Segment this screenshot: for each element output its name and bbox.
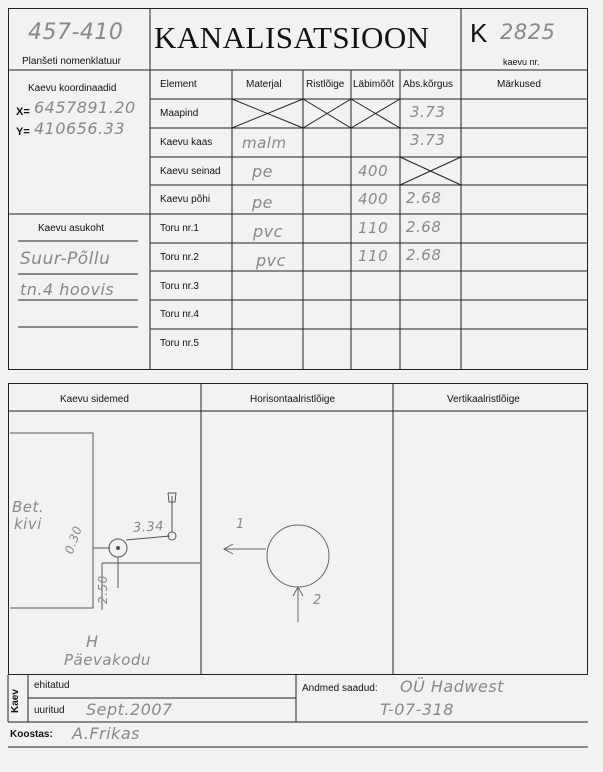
surveyed-label: uuritud — [34, 705, 65, 716]
col-header-remarks: Märkused — [497, 79, 541, 90]
page-title: KANALISATSIOON — [154, 20, 430, 55]
sketch-pipe-2: 2 — [313, 593, 322, 608]
well-prefix: K — [470, 18, 488, 48]
sketch-wall-label-1: Bet. — [12, 498, 45, 516]
built-label: ehitatud — [34, 680, 70, 691]
surveyed-value: Sept.2007 — [86, 700, 173, 719]
row-material: pvc — [253, 222, 283, 241]
data-source-label: Andmed saadud: — [302, 683, 378, 694]
row-material: pe — [252, 193, 273, 212]
coords-y-value: 410656.33 — [34, 119, 126, 138]
row-material: malm — [242, 134, 287, 152]
sketch-wall-label-2: kivi — [14, 515, 42, 533]
row-element: Toru nr.4 — [160, 309, 199, 320]
row-material: pvc — [256, 251, 286, 270]
row-height: 2.68 — [406, 189, 442, 207]
sketch-pipe-1: 1 — [236, 517, 245, 532]
sketch-building-letter: H — [86, 632, 99, 651]
location-label: Kaevu asukoht — [38, 223, 105, 234]
row-diameter: 110 — [358, 247, 389, 265]
row-element: Toru nr.5 — [160, 338, 199, 349]
coords-x-value: 6457891.20 — [34, 98, 136, 117]
row-height: 2.68 — [406, 246, 442, 264]
kaev-label: Kaev — [10, 689, 21, 713]
well-number: 2825 — [500, 20, 556, 44]
row-element: Kaevu seinad — [160, 166, 221, 177]
section-horizontal-title: Horisontaalristlõige — [250, 394, 336, 405]
section-vertical-title: Vertikaalristlõige — [447, 394, 520, 405]
section-ties-title: Kaevu sidemed — [60, 394, 129, 405]
compiler-value: A.Frikas — [72, 724, 140, 743]
row-element: Maapind — [160, 108, 199, 119]
nomenclature-label: Planšeti nomenklatuur — [22, 56, 121, 67]
row-element: Kaevu põhi — [160, 194, 211, 205]
row-height: 2.68 — [406, 218, 442, 236]
sketch-dim-left: 0.30 — [62, 524, 85, 556]
col-header-height: Abs.kõrgus — [403, 79, 454, 90]
row-element: Kaevu kaas — [160, 137, 213, 148]
location-line-2: tn.4 hoovis — [20, 280, 115, 299]
row-height: 3.73 — [410, 131, 446, 149]
coords-x-label: X= — [16, 106, 30, 118]
coords-y-label: Y= — [16, 126, 30, 138]
nomenclature-value: 457-410 — [28, 20, 124, 45]
location-line-1: Suur-Põllu — [20, 249, 111, 269]
col-header-cross-section: Ristlõige — [306, 79, 345, 90]
data-source-value-2: T-07-318 — [380, 700, 454, 719]
row-diameter: 110 — [358, 219, 389, 237]
sketch-dim-down: 2.50 — [96, 575, 110, 604]
row-diameter: 400 — [358, 190, 389, 208]
coords-label: Kaevu koordinaadid — [28, 83, 117, 94]
data-source-value-1: OÜ Hadwest — [400, 677, 504, 696]
row-diameter: 400 — [358, 162, 389, 180]
row-element: Toru nr.3 — [160, 281, 199, 292]
col-header-material: Materjal — [246, 79, 282, 90]
sketch-building-name: Päevakodu — [64, 651, 151, 669]
row-element: Toru nr.2 — [160, 252, 199, 263]
col-header-diameter: Läbimõõt — [353, 79, 395, 90]
well-label: kaevu nr. — [503, 57, 540, 67]
row-material: pe — [252, 162, 273, 181]
row-element: Toru nr.1 — [160, 223, 199, 234]
col-header-element: Element — [160, 79, 197, 90]
sketch-dim-right: 3.34 — [132, 519, 165, 536]
row-height: 3.73 — [410, 103, 446, 121]
compiler-label: Koostas: — [10, 729, 53, 740]
